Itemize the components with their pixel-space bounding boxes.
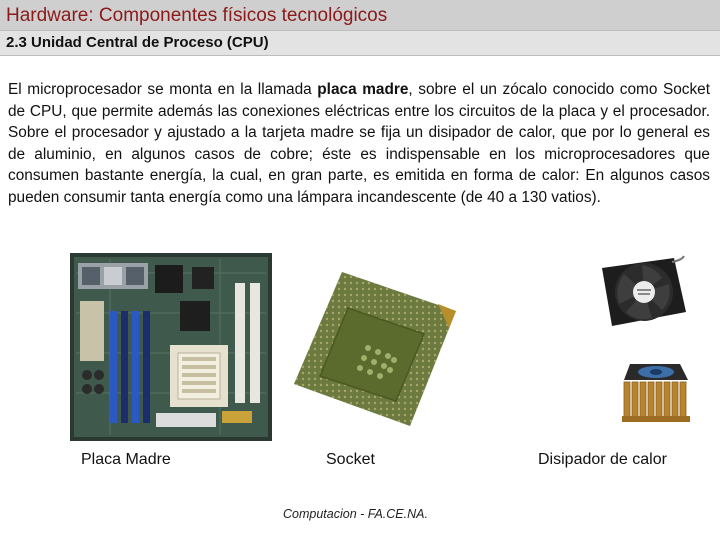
body-highlight: placa madre (317, 81, 409, 98)
caption-socket: Socket (326, 451, 375, 468)
socket-image (288, 256, 463, 441)
body-text-start: El microprocesador se monta en la llamada (8, 81, 318, 98)
title-bar (0, 0, 720, 30)
motherboard-image (70, 253, 272, 441)
caption-motherboard: Placa Madre (81, 451, 171, 468)
footer-text: Computacion - FA.CE.NA. (283, 507, 428, 521)
body-paragraph (8, 79, 710, 208)
body-text-end: , sobre el un zócalo conocido como Socket de CPU, que permite además las conexiones eléctricas entre los circuitos de la placa y el procesador. Sobre el procesador y ajustado a la tarjeta madre se fija un disipador de calor, que por lo general es de aluminio, en algunos casos de cobre; éste es indispensable en los microprocesadores que consumen bastante energía, la cual, en gran parte, es emitida en forma de calor: En algunos casos pueden consumir tanta energía como una lámpara incandescente (de 40 a 130 vatios). (8, 81, 711, 206)
subtitle-bar (0, 30, 720, 56)
section-subtitle: 2.3 Unidad Central de Proceso (CPU) (6, 34, 269, 51)
caption-heatsink: Disipador de calor (538, 451, 667, 468)
heatsink-image (618, 358, 696, 426)
fan-image (592, 254, 692, 334)
page-title: Hardware: Componentes físicos tecnológicos (6, 5, 388, 26)
